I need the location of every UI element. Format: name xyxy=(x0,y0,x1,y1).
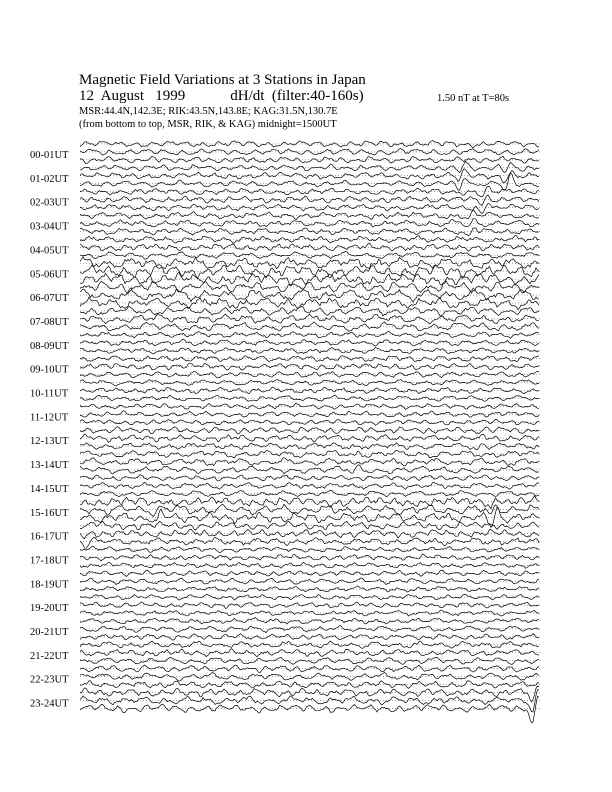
trace-line xyxy=(80,314,539,324)
row-label: 12-13UT xyxy=(30,436,69,448)
trace-line xyxy=(80,169,539,183)
trace-line xyxy=(80,529,539,539)
row-label: 18-19UT xyxy=(30,579,69,591)
row-label: 00-01UT xyxy=(30,150,69,161)
row-label: 04-05UT xyxy=(30,245,69,257)
row-label: 22-23UT xyxy=(30,674,69,686)
trace-line xyxy=(80,465,539,474)
trace-line xyxy=(80,380,539,387)
row-label: 09-10UT xyxy=(30,364,69,376)
scale-label: 1.50 nT at T=80s xyxy=(437,93,510,104)
trace-line xyxy=(80,161,539,172)
row-label: 17-18UT xyxy=(30,555,69,567)
row-label: 15-16UT xyxy=(30,507,69,519)
trace-line xyxy=(80,156,539,164)
trace-line xyxy=(80,570,539,576)
trace-line xyxy=(80,228,539,236)
trace-line xyxy=(80,504,539,516)
row-label: 03-04UT xyxy=(30,221,69,233)
row-label: 20-21UT xyxy=(30,627,69,638)
row-label: 10-11UT xyxy=(30,388,69,400)
chart-quantity: dH/dt (filter:40-160s) xyxy=(230,88,364,104)
row-label: 07-08UT xyxy=(30,316,69,328)
row-label: 05-06UT xyxy=(30,269,69,281)
trace-line xyxy=(80,403,539,409)
trace-line xyxy=(80,434,539,442)
station-order-note: (from bottom to top, MSR, RIK, & KAG) midnight=1500UT xyxy=(79,119,337,130)
trace-line xyxy=(80,537,539,548)
row-label: 16-17UT xyxy=(30,531,69,543)
row-label: 08-09UT xyxy=(30,340,69,352)
trace-line xyxy=(80,265,539,278)
trace-line xyxy=(80,411,539,417)
chart-title: Magnetic Field Variations at 3 Stations in Japan xyxy=(79,72,366,88)
trace-line xyxy=(80,491,539,497)
chart-date: 12 August 1999 xyxy=(79,88,186,104)
station-coordinates: MSR:44.4N,142.3E; RIK:43.5N,143.8E; KAG:31.5N,130.7E xyxy=(79,106,338,117)
trace-line xyxy=(80,427,539,434)
row-label: 19-20UT xyxy=(30,603,69,615)
trace-line xyxy=(80,257,539,269)
row-label: 11-12UT xyxy=(30,412,69,424)
trace-line xyxy=(80,219,539,227)
row-label: 21-22UT xyxy=(30,650,69,662)
trace-line xyxy=(80,554,539,561)
row-label: 14-15UT xyxy=(30,483,69,495)
trace-line xyxy=(80,251,539,259)
trace-line xyxy=(80,210,539,219)
row-label: 23-24UT xyxy=(30,698,69,710)
trace-line xyxy=(80,186,539,196)
row-label: 02-03UT xyxy=(30,197,69,209)
trace-line xyxy=(80,322,539,331)
trace-line xyxy=(80,204,539,214)
trace-line xyxy=(80,496,539,509)
row-label: 01-02UT xyxy=(30,173,69,185)
trace-line xyxy=(80,195,539,206)
trace-line xyxy=(80,586,539,592)
trace-line xyxy=(80,618,539,625)
row-label: 06-07UT xyxy=(30,293,69,305)
trace-line xyxy=(80,458,539,466)
row-label: 13-14UT xyxy=(30,460,69,472)
